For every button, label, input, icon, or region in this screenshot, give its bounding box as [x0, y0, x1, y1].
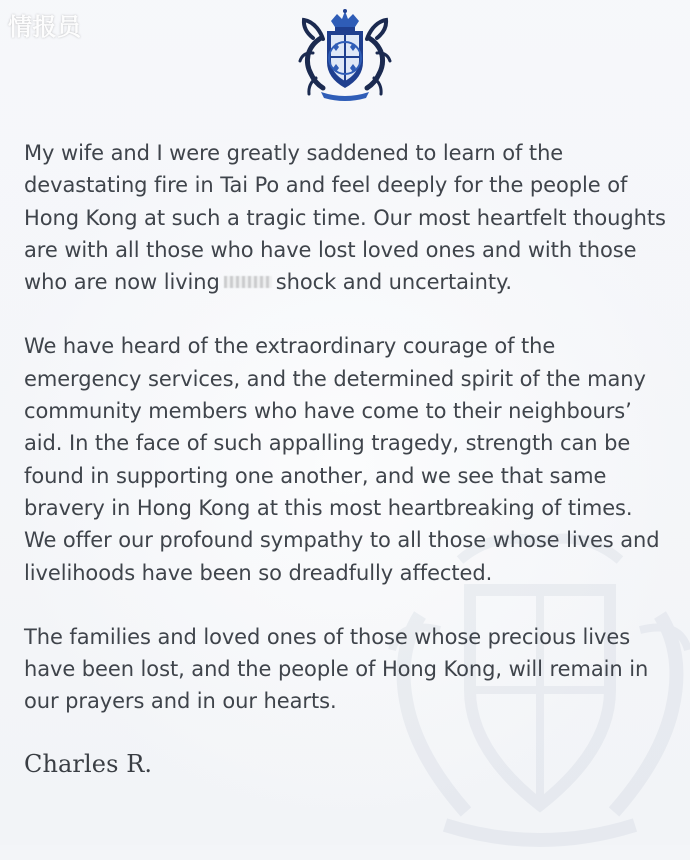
right-supporter-icon	[367, 20, 390, 94]
paragraph-2: We have heard of the extraordinary courage of the emergency services, and the determined spirit of the many community members who have come to their neighbours’ aid. In the face of such appalling tragedy, strength can be found in supporting one another, and we see that same bravery in Hong Kong at this most heartbreaking of times. We offer our profound sympathy to all those whose lives and livelihoods have been so dreadfully affected.	[24, 334, 660, 585]
obscured-word-mark	[224, 276, 272, 288]
paragraph-1-text-part-1: My wife and I were greatly saddened to learn of the devastating fire in Tai Po and feel deeply for the people of Hong Kong at such a tragic time. Our most heartfelt thoughts are with all those who have lost loved ones and with those who are now living	[24, 141, 666, 295]
paragraph-1	[24, 137, 669, 298]
signature: Charles R.	[24, 749, 153, 778]
royal-coat-of-arms-icon	[293, 4, 397, 102]
left-supporter-icon	[300, 20, 323, 94]
crown-icon	[331, 9, 359, 31]
shield-icon	[327, 31, 363, 88]
paragraph-1-text-part-2: shock and uncertainty.	[275, 270, 513, 295]
motto-ribbon-icon	[321, 92, 369, 101]
watermark-text: 情报员	[8, 13, 82, 41]
letter-body	[24, 137, 669, 778]
paragraph-3: The families and loved ones of those whose precious lives have been lost, and the people of Hong Kong, will remain in our prayers and in our hearts.	[24, 624, 649, 714]
